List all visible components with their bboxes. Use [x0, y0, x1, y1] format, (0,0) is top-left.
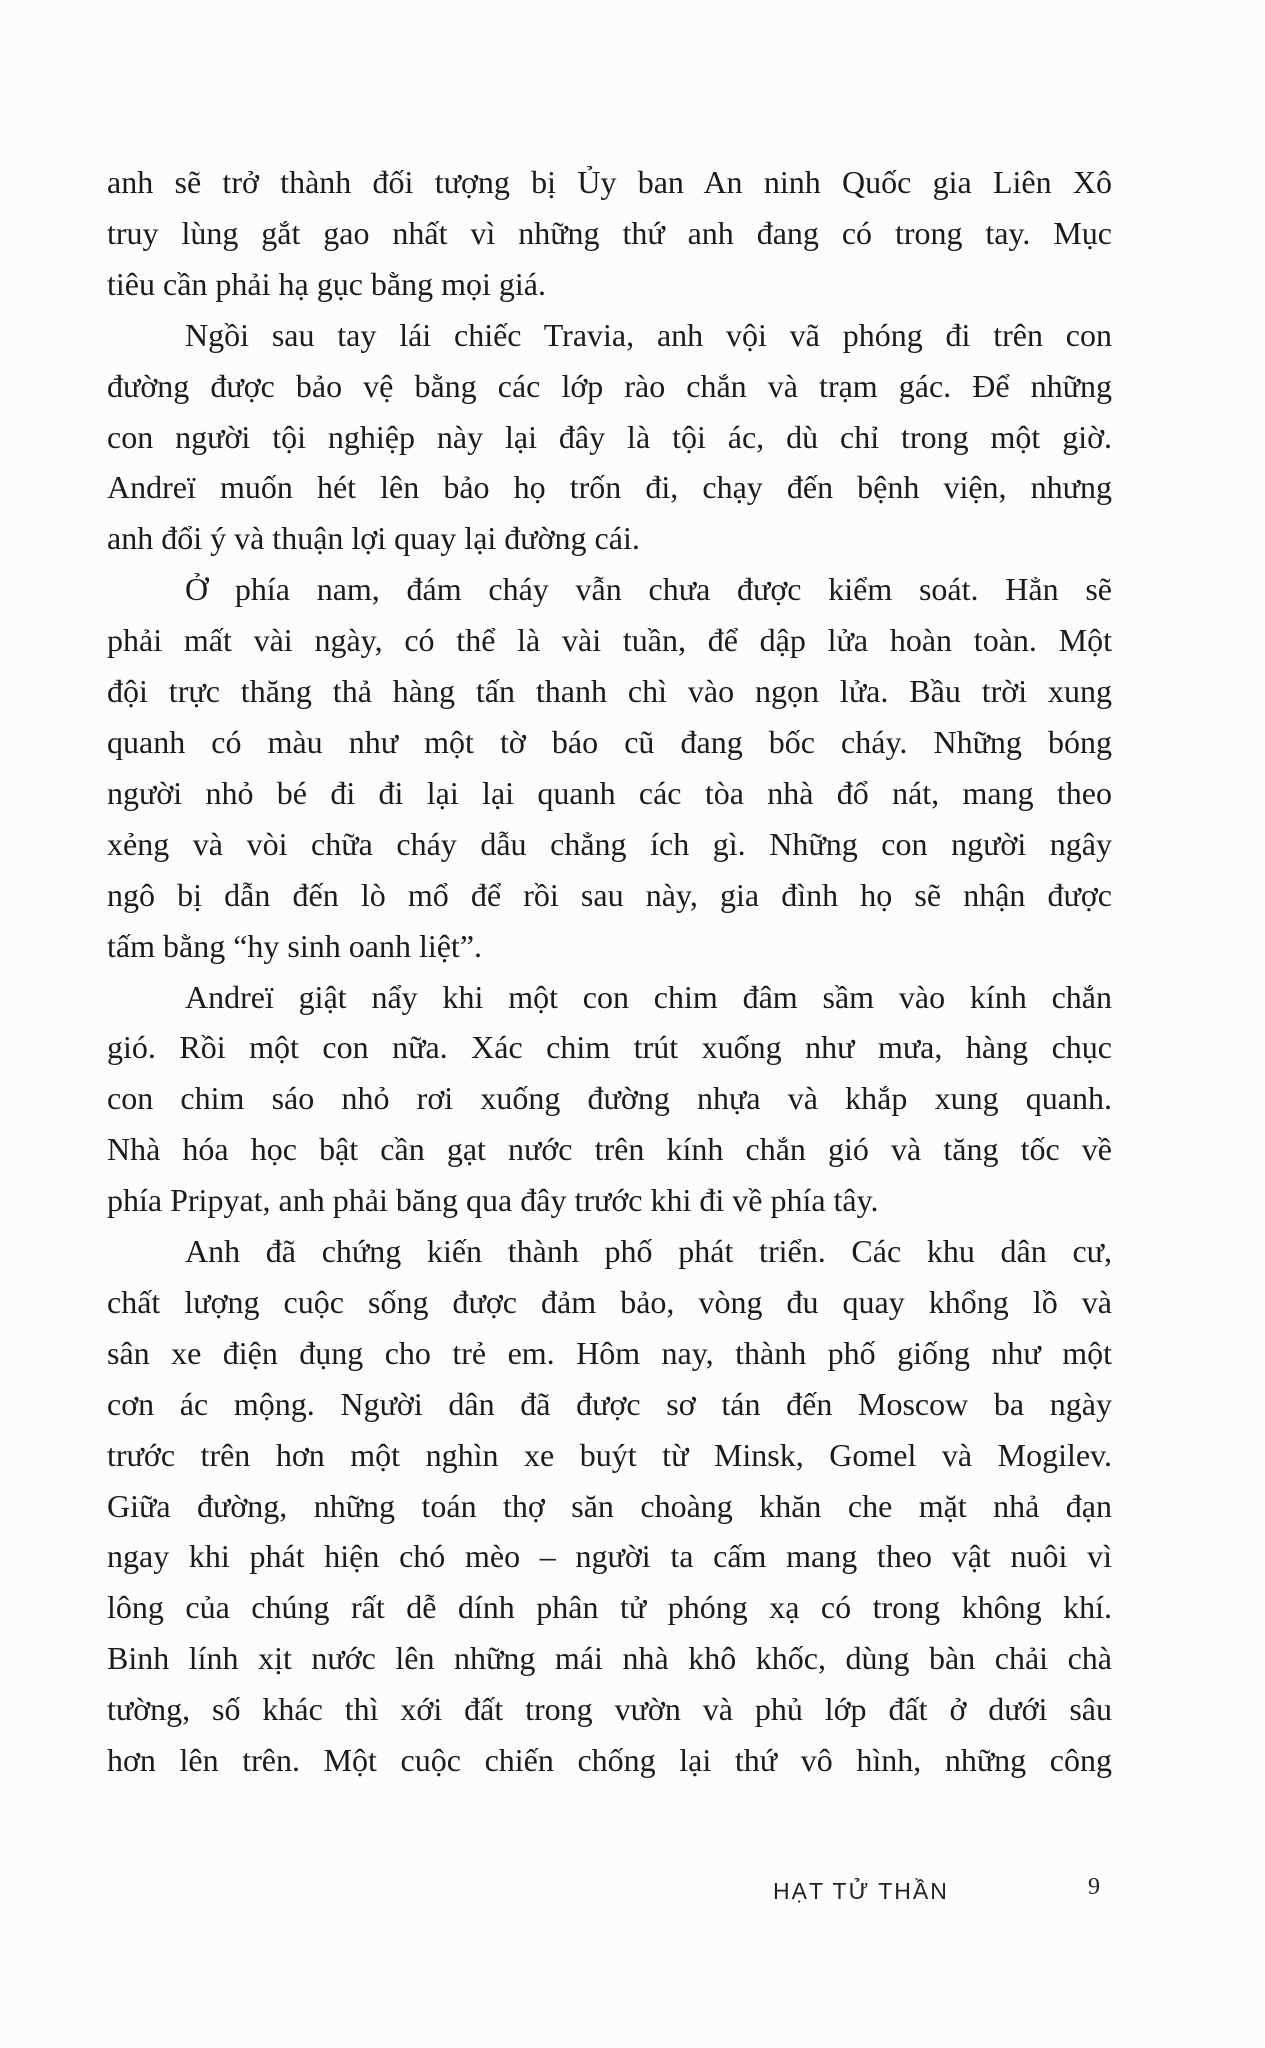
text-line: chất lượng cuộc sống được đảm bảo, vòng đu quay khổng lồ và	[107, 1283, 1112, 1320]
text-line: truy lùng gắt gao nhất vì những thứ anh đang có trong tay. Mục	[107, 214, 1112, 251]
text-line: tiêu cần phải hạ gục bằng mọi giá.	[107, 265, 546, 302]
text-line: Andreï muốn hét lên bảo họ trốn đi, chạy đến bệnh viện, nhưng	[107, 469, 1112, 506]
text-line: Andreï giật nẩy khi một con chim đâm sầm vào kính chắn	[185, 978, 1112, 1015]
text-line: quanh có màu như một tờ báo cũ đang bốc cháy. Những bóng	[107, 723, 1112, 760]
text-line: trước trên hơn một nghìn xe buýt từ Minsk, Gomel và Mogilev.	[107, 1436, 1112, 1473]
text-line: ngô bị dẫn đến lò mổ để rồi sau này, gia đình họ sẽ nhận được	[107, 876, 1112, 913]
text-line: Ở phía nam, đám cháy vẫn chưa được kiểm soát. Hẳn sẽ	[185, 571, 1112, 608]
text-line: lông của chúng rất dễ dính phân tử phóng xạ có trong không khí.	[107, 1589, 1112, 1626]
paragraph	[107, 1226, 1112, 1786]
text-line: gió. Rồi một con nữa. Xác chim trút xuống như mưa, hàng chục	[107, 1029, 1112, 1066]
text-line: Giữa đường, những toán thợ săn choàng khăn che mặt nhả đạn	[107, 1487, 1112, 1524]
page-number: 9	[1088, 1874, 1100, 1900]
text-line: hơn lên trên. Một cuộc chiến chống lại thứ vô hình, những công	[107, 1742, 1112, 1779]
text-line: đường được bảo vệ bằng các lớp rào chắn và trạm gác. Để những	[107, 367, 1112, 404]
text-line: Nhà hóa học bật cần gạt nước trên kính chắn gió và tăng tốc về	[107, 1131, 1112, 1168]
text-line: con chim sáo nhỏ rơi xuống đường nhựa và khắp xung quanh.	[107, 1080, 1112, 1117]
text-line: Binh lính xịt nước lên những mái nhà khô khốc, dùng bàn chải chà	[107, 1640, 1112, 1677]
text-line: ngay khi phát hiện chó mèo – người ta cấm mang theo vật nuôi vì	[107, 1538, 1112, 1575]
text-line: xẻng và vòi chữa cháy dẫu chẳng ích gì. Những con người ngây	[107, 825, 1112, 862]
text-line: anh sẽ trở thành đối tượng bị Ủy ban An ninh Quốc gia Liên Xô	[107, 164, 1112, 200]
text-line: Ngồi sau tay lái chiếc Travia, anh vội vã phóng đi trên con	[185, 316, 1112, 353]
text-line: đội trực thăng thả hàng tấn thanh chì vào ngọn lửa. Bầu trời xung	[107, 673, 1112, 710]
running-footer-title: HẠT TỬ THẦN	[773, 1878, 949, 1904]
paragraph	[107, 310, 1112, 565]
paragraph	[107, 157, 1112, 310]
text-line: Anh đã chứng kiến thành phố phát triển. Các khu dân cư,	[185, 1233, 1112, 1270]
text-line: sân xe điện đụng cho trẻ em. Hôm nay, thành phố giống như một	[107, 1334, 1112, 1371]
text-line: tấm bằng “hy sinh oanh liệt”.	[107, 927, 483, 964]
text-line: anh đổi ý và thuận lợi quay lại đường cái.	[107, 520, 640, 557]
text-line: con người tội nghiệp này lại đây là tội ác, dù chỉ trong một giờ.	[107, 418, 1112, 455]
paragraph	[107, 972, 1112, 1227]
paragraph	[107, 564, 1112, 971]
page-body-text	[107, 157, 1112, 1786]
text-line: tường, số khác thì xới đất trong vườn và phủ lớp đất ở dưới sâu	[107, 1691, 1112, 1728]
text-line: người nhỏ bé đi đi lại lại quanh các tòa nhà đổ nát, mang theo	[107, 774, 1112, 811]
text-line: phía Pripyat, anh phải băng qua đây trước khi đi về phía tây.	[107, 1182, 879, 1219]
text-line: cơn ác mộng. Người dân đã được sơ tán đến Moscow ba ngày	[107, 1385, 1112, 1422]
text-line: phải mất vài ngày, có thể là vài tuần, để dập lửa hoàn toàn. Một	[107, 622, 1112, 659]
